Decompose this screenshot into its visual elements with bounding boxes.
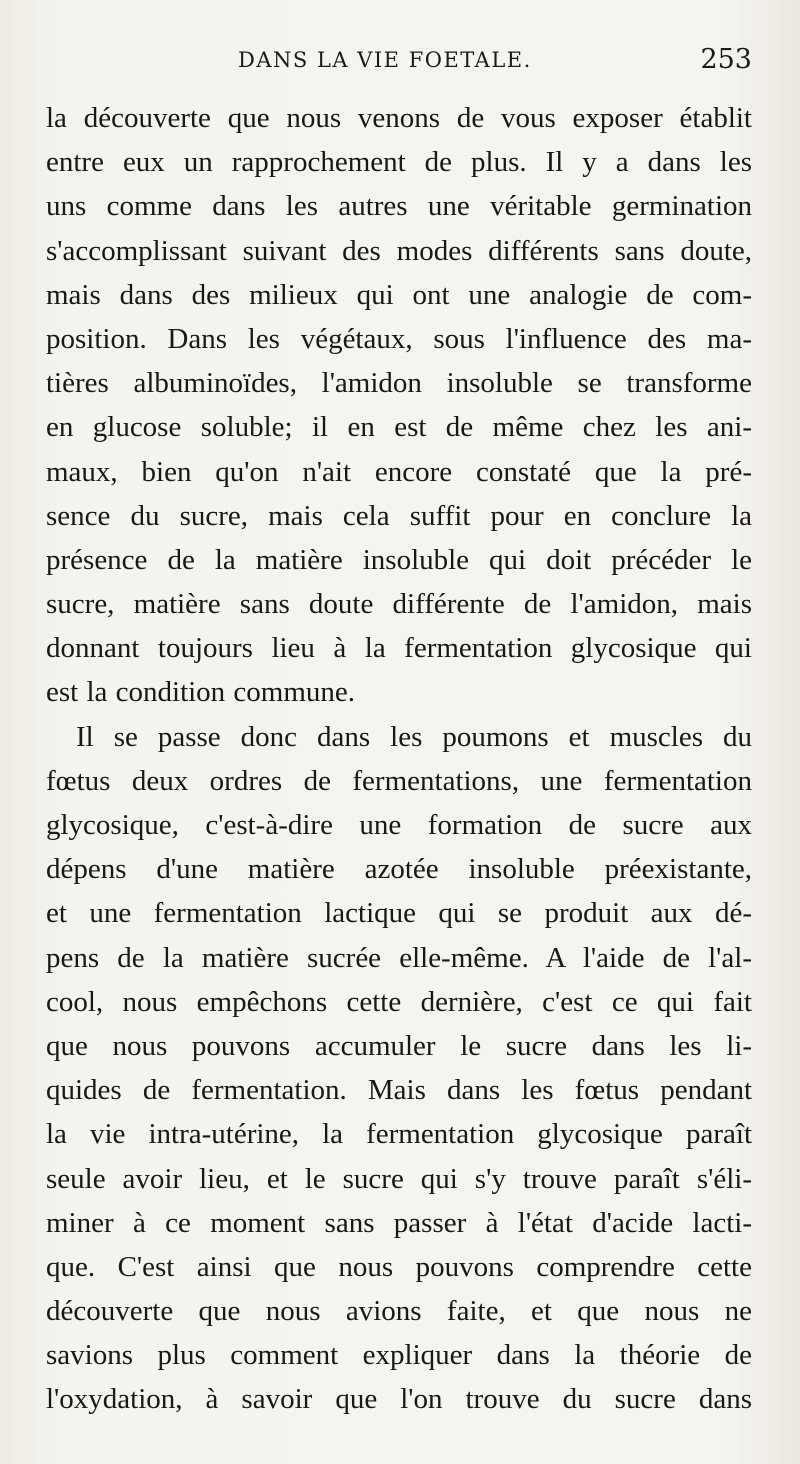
page-number: 253 [700, 44, 752, 75]
text-line: miner à ce moment sans passer à l'état d'acide lacti- [46, 1206, 752, 1239]
text-line: s'accomplissant suivant des modes différents sans doute, [46, 234, 752, 267]
text-line: tières albuminoïdes, l'amidon insoluble se transforme [46, 367, 752, 400]
text-line: cool, nous empêchons cette dernière, c'est ce qui fait [46, 985, 752, 1018]
running-head: DANS LA VIE FOETALE. [238, 48, 532, 72]
text-line: et une fermentation lactique qui se produit aux dé- [46, 897, 752, 930]
text-line: quides de fermentation. Mais dans les fœtus pendant [46, 1074, 752, 1107]
page-header [46, 44, 752, 84]
text-line: la vie intra-utérine, la fermentation glycosique paraît [46, 1118, 752, 1151]
text-line: sucre, matière sans doute différente de l'amidon, mais [46, 588, 752, 621]
text-line: mais dans des milieux qui ont une analogie de com- [46, 278, 752, 311]
text-line: fœtus deux ordres de fermentations, une fermentation [46, 764, 752, 797]
text-line: dépens d'une matière azotée insoluble préexistante, [46, 853, 752, 886]
text-line: entre eux un rapprochement de plus. Il y a dans les [46, 146, 752, 179]
text-line: maux, bien qu'on n'ait encore constaté que la pré- [46, 455, 752, 488]
text-line: l'oxydation, à savoir que l'on trouve du sucre dans [46, 1383, 752, 1416]
text-line: présence de la matière insoluble qui doit précéder le [46, 543, 752, 576]
body-text [46, 96, 752, 1422]
text-line: uns comme dans les autres une véritable germination [46, 190, 752, 223]
text-line: découverte que nous avions faite, et que nous ne [46, 1295, 752, 1328]
text-line: que. C'est ainsi que nous pouvons comprendre cette [46, 1250, 752, 1283]
text-line: seule avoir lieu, et le sucre qui s'y trouve paraît s'éli- [46, 1162, 752, 1195]
text-line: position. Dans les végétaux, sous l'influence des ma- [46, 322, 752, 355]
paragraph-end-line: est la condition commune. [46, 676, 356, 709]
paragraph-start-line: Il se passe donc dans les poumons et muscles du [76, 720, 752, 753]
text-line: savions plus comment expliquer dans la théorie de [46, 1339, 752, 1372]
text-line: sence du sucre, mais cela suffit pour en conclure la [46, 499, 752, 532]
text-line: glycosique, c'est-à-dire une formation de sucre aux [46, 809, 752, 841]
text-line: pens de la matière sucrée elle-même. A l'aide de l'al- [46, 941, 752, 974]
text-line: que nous pouvons accumuler le sucre dans les li- [46, 1029, 752, 1062]
text-line: la découverte que nous venons de vous exposer établit [46, 102, 752, 134]
text-line: en glucose soluble; il en est de même chez les ani- [46, 411, 752, 444]
text-line: donnant toujours lieu à la fermentation glycosique qui [46, 632, 752, 665]
